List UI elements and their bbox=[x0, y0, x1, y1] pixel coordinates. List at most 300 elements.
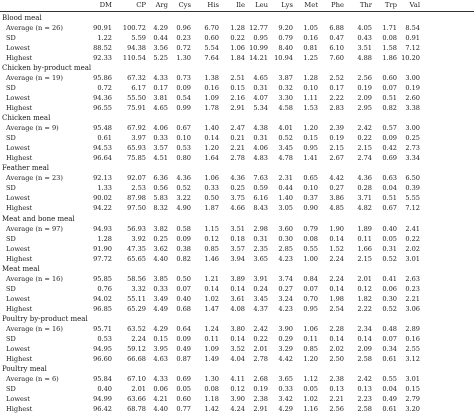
table-cell: 0.60 bbox=[176, 395, 191, 404]
table-cell: 65.29 bbox=[127, 304, 146, 313]
table-cell: 3.06 bbox=[405, 304, 420, 313]
table-cell: 95.85 bbox=[93, 274, 112, 283]
table-cell: 0.15 bbox=[153, 335, 168, 344]
table-cell: 0.51 bbox=[382, 93, 397, 102]
row-label: Lowest bbox=[6, 395, 30, 404]
table-cell: 0.65 bbox=[303, 174, 318, 183]
table-cell: 1.20 bbox=[204, 144, 219, 153]
table-cell: 2.51 bbox=[230, 73, 245, 82]
table-cell: 1.18 bbox=[204, 395, 219, 404]
table-cell: 5.83 bbox=[153, 194, 168, 203]
table-cell: 3.60 bbox=[278, 224, 293, 233]
table-cell: 4.07 bbox=[253, 93, 268, 102]
table-cell: 2.85 bbox=[278, 244, 293, 253]
table-cell: 1.12 bbox=[303, 375, 318, 384]
table-cell: 0.32 bbox=[278, 83, 293, 92]
table-cell: 0.56 bbox=[153, 184, 168, 193]
table-cell: 94.93 bbox=[93, 224, 112, 233]
table-cell: 1.28 bbox=[303, 73, 318, 82]
table-cell: 0.61 bbox=[97, 134, 112, 143]
table-cell: 2.09 bbox=[357, 93, 372, 102]
table-cell: 0.90 bbox=[303, 204, 318, 213]
table-cell: 3.95 bbox=[153, 345, 168, 354]
table-cell: 3.52 bbox=[230, 345, 245, 354]
table-cell: 1.28 bbox=[230, 23, 245, 32]
row-label: Lowest bbox=[6, 244, 30, 253]
table-cell: 4.21 bbox=[153, 395, 168, 404]
table-row bbox=[0, 404, 474, 415]
table-cell: 0.69 bbox=[382, 154, 397, 163]
table-cell: 0.19 bbox=[357, 83, 372, 92]
column-header: CP bbox=[136, 0, 146, 9]
row-label: SD bbox=[6, 184, 16, 193]
table-cell: 0.33 bbox=[278, 385, 293, 394]
table-cell: 2.21 bbox=[230, 144, 245, 153]
table-cell: 3.90 bbox=[278, 325, 293, 334]
table-cell: 4.65 bbox=[253, 73, 268, 82]
table-cell: 4.83 bbox=[253, 154, 268, 163]
table-cell: 75.85 bbox=[127, 154, 146, 163]
table-cell: 2.55 bbox=[405, 345, 420, 354]
table-cell: 0.05 bbox=[176, 385, 191, 394]
table-cell: 1.33 bbox=[97, 184, 112, 193]
table-cell: 0.28 bbox=[357, 184, 372, 193]
table-cell: 0.16 bbox=[204, 83, 219, 92]
table-cell: 0.38 bbox=[176, 244, 191, 253]
table-cell: 1.30 bbox=[204, 375, 219, 384]
table-cell: 0.91 bbox=[405, 33, 420, 42]
table-cell: 4.38 bbox=[253, 124, 268, 133]
table-cell: 0.08 bbox=[303, 234, 318, 243]
column-header: Arg bbox=[155, 0, 168, 9]
table-cell: 2.09 bbox=[357, 345, 372, 354]
table-cell: 2.28 bbox=[329, 325, 344, 334]
table-cell: 0.81 bbox=[303, 43, 318, 52]
table-cell: 0.12 bbox=[357, 284, 372, 293]
table-cell: 2.56 bbox=[357, 73, 372, 82]
table-cell: 2.68 bbox=[253, 375, 268, 384]
row-label: Highest bbox=[6, 254, 33, 263]
table-cell: 5.55 bbox=[405, 194, 420, 203]
table-cell: 2.95 bbox=[357, 103, 372, 112]
table-cell: 4.23 bbox=[278, 304, 293, 313]
table-cell: 0.04 bbox=[382, 385, 397, 394]
table-cell: 94.36 bbox=[93, 93, 112, 102]
table-cell: 97.72 bbox=[93, 254, 112, 263]
table-cell: 2.24 bbox=[329, 254, 344, 263]
table-cell: 1.28 bbox=[97, 234, 112, 243]
table-cell: 4.04 bbox=[230, 355, 245, 364]
table-cell: 0.80 bbox=[176, 154, 191, 163]
table-cell: 2.42 bbox=[357, 124, 372, 133]
table-cell: 2.34 bbox=[357, 325, 372, 334]
table-cell: 4.33 bbox=[153, 375, 168, 384]
table-cell: 0.33 bbox=[153, 284, 168, 293]
table-cell: 94.53 bbox=[93, 144, 112, 153]
table-cell: 2.58 bbox=[357, 355, 372, 364]
table-cell: 0.55 bbox=[382, 375, 397, 384]
table-cell: 6.88 bbox=[329, 23, 344, 32]
table-cell: 4.82 bbox=[357, 204, 372, 213]
table-cell: 90.91 bbox=[93, 23, 112, 32]
table-cell: 3.57 bbox=[153, 144, 168, 153]
table-cell: 96.42 bbox=[93, 405, 112, 414]
table-cell: 2.42 bbox=[357, 375, 372, 384]
table-cell: 47.35 bbox=[127, 244, 146, 253]
group-label: Poultry by-product meal bbox=[2, 315, 88, 323]
row-label: Lowest bbox=[6, 43, 30, 52]
table-cell: 0.40 bbox=[97, 385, 112, 394]
table-cell: 3.51 bbox=[230, 224, 245, 233]
table-cell: 0.44 bbox=[278, 184, 293, 193]
table-cell: 0.72 bbox=[97, 83, 112, 92]
table-cell: 3.85 bbox=[153, 274, 168, 283]
table-cell: 100.72 bbox=[122, 23, 146, 32]
table-cell: 95.84 bbox=[93, 375, 112, 384]
table-cell: 0.14 bbox=[329, 284, 344, 293]
table-cell: 2.47 bbox=[230, 124, 245, 133]
column-header: DM bbox=[99, 0, 112, 9]
table-cell: 0.10 bbox=[303, 83, 318, 92]
table-cell: 0.11 bbox=[303, 335, 318, 344]
table-cell: 7.12 bbox=[405, 204, 420, 213]
table-cell: 0.14 bbox=[329, 234, 344, 243]
table-cell: 3.62 bbox=[153, 244, 168, 253]
table-cell: 3.24 bbox=[278, 294, 293, 303]
table-cell: 88.52 bbox=[93, 43, 112, 52]
table-cell: 4.23 bbox=[278, 254, 293, 263]
row-label: Highest bbox=[6, 53, 33, 62]
table-cell: 0.12 bbox=[230, 385, 245, 394]
table-cell: 0.12 bbox=[204, 234, 219, 243]
table-cell: 3.49 bbox=[153, 294, 168, 303]
table-cell: 1.06 bbox=[204, 174, 219, 183]
table-cell: 0.23 bbox=[405, 284, 420, 293]
table-cell: 0.43 bbox=[357, 33, 372, 42]
table-cell: 1.78 bbox=[204, 103, 219, 112]
table-cell: 2.22 bbox=[329, 93, 344, 102]
table-cell: 0.95 bbox=[303, 144, 318, 153]
table-cell: 3.75 bbox=[230, 194, 245, 203]
table-cell: 0.09 bbox=[382, 134, 397, 143]
table-cell: 2.56 bbox=[329, 405, 344, 414]
row-label: Highest bbox=[6, 103, 33, 112]
table-cell: 0.11 bbox=[204, 335, 219, 344]
table-cell: 1.53 bbox=[303, 103, 318, 112]
table-cell: 5.34 bbox=[253, 103, 268, 112]
table-cell: 1.58 bbox=[382, 43, 397, 52]
table-cell: 0.49 bbox=[176, 345, 191, 354]
table-cell: 0.52 bbox=[176, 184, 191, 193]
table-cell: 0.63 bbox=[382, 174, 397, 183]
table-cell: 5.59 bbox=[131, 33, 146, 42]
table-cell: 4.36 bbox=[176, 174, 191, 183]
table-cell: 3.51 bbox=[357, 43, 372, 52]
row-label: Average (n = 23) bbox=[6, 174, 63, 183]
table-cell: 2.54 bbox=[329, 304, 344, 313]
table-cell: 1.09 bbox=[204, 345, 219, 354]
table-cell: 3.45 bbox=[253, 294, 268, 303]
table-cell: 4.49 bbox=[153, 304, 168, 313]
group-label: Chicken by-product meal bbox=[2, 63, 92, 72]
table-cell: 0.14 bbox=[230, 284, 245, 293]
table-cell: 0.52 bbox=[278, 134, 293, 143]
table-cell: 0.07 bbox=[382, 83, 397, 92]
table-cell: 96.64 bbox=[93, 154, 112, 163]
table-cell: 0.60 bbox=[382, 73, 397, 82]
table-cell: 2.15 bbox=[357, 144, 372, 153]
table-cell: 0.47 bbox=[329, 33, 344, 42]
table-cell: 5.25 bbox=[153, 53, 168, 62]
table-cell: 0.07 bbox=[382, 335, 397, 344]
table-cell: 75.91 bbox=[127, 103, 146, 112]
table-cell: 3.42 bbox=[278, 395, 293, 404]
table-cell: 2.74 bbox=[357, 154, 372, 163]
table-cell: 0.19 bbox=[405, 83, 420, 92]
table-cell: 90.02 bbox=[93, 194, 112, 203]
table-cell: 0.09 bbox=[176, 234, 191, 243]
row-label: Highest bbox=[6, 405, 33, 414]
row-label: Lowest bbox=[6, 345, 30, 354]
table-cell: 1.05 bbox=[303, 23, 318, 32]
table-cell: 3.05 bbox=[278, 204, 293, 213]
column-header: Leu bbox=[255, 0, 268, 9]
table-cell: 3.91 bbox=[253, 274, 268, 283]
table-cell: 2.21 bbox=[405, 294, 420, 303]
table-cell: 0.67 bbox=[382, 204, 397, 213]
row-label: Average (n = 16) bbox=[6, 274, 63, 283]
table-cell: 1.82 bbox=[357, 294, 372, 303]
table-cell: 4.36 bbox=[230, 174, 245, 183]
table-cell: 7.63 bbox=[253, 174, 268, 183]
table-cell: 2.58 bbox=[357, 405, 372, 414]
table-cell: 6.16 bbox=[253, 194, 268, 203]
table-cell: 2.01 bbox=[253, 345, 268, 354]
column-header: Phe bbox=[331, 0, 344, 9]
row-label: Average (n = 97) bbox=[6, 224, 63, 233]
table-cell: 3.30 bbox=[278, 93, 293, 102]
table-cell: 2.01 bbox=[357, 274, 372, 283]
table-cell: 1.47 bbox=[204, 304, 219, 313]
table-cell: 92.13 bbox=[93, 174, 112, 183]
column-header: Thr bbox=[359, 0, 372, 9]
table-cell: 0.96 bbox=[176, 23, 191, 32]
table-cell: 1.21 bbox=[204, 274, 219, 283]
table-cell: 3.74 bbox=[278, 274, 293, 283]
table-cell: 2.91 bbox=[230, 103, 245, 112]
table-cell: 0.77 bbox=[176, 405, 191, 414]
table-cell: 3.12 bbox=[405, 355, 420, 364]
row-label: Highest bbox=[6, 204, 33, 213]
table-cell: 4.78 bbox=[278, 154, 293, 163]
table-cell: 1.25 bbox=[303, 53, 318, 62]
table-cell: 0.53 bbox=[176, 144, 191, 153]
table-cell: 0.30 bbox=[382, 294, 397, 303]
table-cell: 10.99 bbox=[249, 43, 268, 52]
table-cell: 2.38 bbox=[329, 375, 344, 384]
table-cell: 0.59 bbox=[253, 184, 268, 193]
table-cell: 4.01 bbox=[278, 124, 293, 133]
column-header: His bbox=[207, 0, 219, 9]
table-cell: 1.90 bbox=[329, 224, 344, 233]
table-cell: 0.25 bbox=[230, 184, 245, 193]
table-cell: 2.01 bbox=[131, 385, 146, 394]
table-cell: 92.33 bbox=[93, 53, 112, 62]
table-cell: 0.07 bbox=[176, 284, 191, 293]
table-cell: 0.52 bbox=[382, 254, 397, 263]
table-cell: 2.79 bbox=[405, 395, 420, 404]
table-cell: 0.10 bbox=[176, 134, 191, 143]
table-cell: 3.34 bbox=[405, 154, 420, 163]
table-cell: 0.85 bbox=[303, 345, 318, 354]
table-cell: 3.56 bbox=[153, 43, 168, 52]
table-cell: 95.86 bbox=[93, 73, 112, 82]
table-cell: 4.51 bbox=[153, 154, 168, 163]
table-cell: 4.66 bbox=[230, 204, 245, 213]
table-cell: 0.61 bbox=[382, 405, 397, 414]
table-cell: 1.20 bbox=[303, 355, 318, 364]
table-cell: 3.65 bbox=[278, 375, 293, 384]
table-cell: 0.30 bbox=[278, 234, 293, 243]
table-cell: 2.52 bbox=[329, 73, 344, 82]
table-cell: 2.21 bbox=[329, 395, 344, 404]
header-row bbox=[0, 0, 474, 11]
table-cell: 0.82 bbox=[382, 103, 397, 112]
table-cell: 0.69 bbox=[176, 375, 191, 384]
table-cell: 68.78 bbox=[127, 405, 146, 414]
table-cell: 4.42 bbox=[329, 174, 344, 183]
table-cell: 3.97 bbox=[131, 134, 146, 143]
table-cell: 67.10 bbox=[127, 375, 146, 384]
table-cell: 0.31 bbox=[253, 83, 268, 92]
table-cell: 0.14 bbox=[204, 134, 219, 143]
table-cell: 94.02 bbox=[93, 294, 112, 303]
row-label: SD bbox=[6, 134, 16, 143]
table-cell: 3.22 bbox=[176, 194, 191, 203]
table-cell: 67.32 bbox=[127, 73, 146, 82]
table-cell: 0.39 bbox=[405, 184, 420, 193]
table-cell: 0.79 bbox=[278, 33, 293, 42]
table-cell: 1.52 bbox=[329, 244, 344, 253]
table-cell: 14.21 bbox=[249, 53, 268, 62]
table-cell: 63.66 bbox=[127, 395, 146, 404]
table-cell: 3.00 bbox=[405, 73, 420, 82]
table-cell: 96.55 bbox=[93, 103, 112, 112]
table-cell: 59.12 bbox=[127, 345, 146, 354]
column-header: Lys bbox=[281, 0, 293, 9]
table-cell: 0.19 bbox=[253, 385, 268, 394]
table-cell: 0.24 bbox=[253, 284, 268, 293]
table-cell: 0.11 bbox=[357, 234, 372, 243]
table-cell: 4.06 bbox=[253, 144, 268, 153]
table-cell: 3.00 bbox=[405, 124, 420, 133]
table-cell: 2.78 bbox=[230, 154, 245, 163]
table-cell: 0.99 bbox=[176, 103, 191, 112]
table-cell: 0.40 bbox=[382, 224, 397, 233]
table-cell: 1.20 bbox=[303, 124, 318, 133]
table-cell: 1.38 bbox=[204, 73, 219, 82]
table-cell: 4.29 bbox=[153, 23, 168, 32]
table-cell: 3.32 bbox=[131, 284, 146, 293]
table-cell: 12.77 bbox=[249, 23, 268, 32]
table-cell: 0.54 bbox=[176, 93, 191, 102]
table-cell: 8.54 bbox=[405, 23, 420, 32]
table-cell: 1.15 bbox=[204, 224, 219, 233]
table-cell: 92.07 bbox=[127, 174, 146, 183]
table-cell: 3.61 bbox=[230, 294, 245, 303]
table-cell: 0.17 bbox=[153, 83, 168, 92]
table-cell: 0.21 bbox=[230, 134, 245, 143]
table-cell: 0.05 bbox=[382, 234, 397, 243]
table-cell: 0.33 bbox=[153, 134, 168, 143]
row-label: Average (n = 16) bbox=[6, 325, 63, 334]
table-cell: 10.20 bbox=[401, 53, 420, 62]
table-cell: 0.61 bbox=[382, 355, 397, 364]
table-cell: 1.89 bbox=[357, 224, 372, 233]
row-label: SD bbox=[6, 83, 16, 92]
table-cell: 3.82 bbox=[153, 224, 168, 233]
table-cell: 1.16 bbox=[303, 405, 318, 414]
table-cell: 0.57 bbox=[382, 124, 397, 133]
row-label: SD bbox=[6, 385, 16, 394]
table-cell: 3.57 bbox=[230, 244, 245, 253]
table-cell: 4.58 bbox=[278, 103, 293, 112]
row-label: Average (n = 9) bbox=[6, 124, 59, 133]
row-label: Lowest bbox=[6, 194, 30, 203]
table-cell: 0.95 bbox=[303, 304, 318, 313]
table-cell: 110.54 bbox=[122, 53, 146, 62]
table-cell: 0.72 bbox=[176, 43, 191, 52]
table-cell: 0.25 bbox=[405, 134, 420, 143]
group-label: Chicken meal bbox=[2, 114, 51, 122]
table-cell: 91.90 bbox=[93, 244, 112, 253]
table-cell: 3.45 bbox=[278, 144, 293, 153]
table-cell: 6.10 bbox=[329, 43, 344, 52]
table-cell: 96.85 bbox=[93, 304, 112, 313]
table-cell: 6.70 bbox=[204, 23, 219, 32]
table-cell: 58.56 bbox=[127, 274, 146, 283]
table-cell: 8.40 bbox=[278, 43, 293, 52]
row-label: Highest bbox=[6, 154, 33, 163]
table-cell: 3.86 bbox=[329, 194, 344, 203]
table-cell: 0.58 bbox=[176, 224, 191, 233]
table-cell: 97.50 bbox=[127, 204, 146, 213]
table-cell: 0.13 bbox=[329, 385, 344, 394]
table-cell: 0.52 bbox=[382, 304, 397, 313]
table-cell: 0.17 bbox=[329, 83, 344, 92]
table-cell: 1.02 bbox=[303, 395, 318, 404]
table-cell: 0.04 bbox=[382, 184, 397, 193]
table-cell: 0.09 bbox=[176, 335, 191, 344]
table-cell: 2.98 bbox=[253, 224, 268, 233]
table-cell: 0.82 bbox=[176, 254, 191, 263]
table-cell: 1.49 bbox=[204, 355, 219, 364]
table-cell: 1.46 bbox=[204, 254, 219, 263]
row-label: Lowest bbox=[6, 294, 30, 303]
table-cell: 4.36 bbox=[357, 174, 372, 183]
table-cell: 2.38 bbox=[253, 395, 268, 404]
table-cell: 6.50 bbox=[405, 174, 420, 183]
table-cell: 1.87 bbox=[204, 204, 219, 213]
table-cell: 2.39 bbox=[329, 124, 344, 133]
table-cell: 1.66 bbox=[357, 244, 372, 253]
table-cell: 4.33 bbox=[153, 73, 168, 82]
table-cell: 0.06 bbox=[153, 385, 168, 394]
table-cell: 0.05 bbox=[303, 385, 318, 394]
table-cell: 0.13 bbox=[357, 385, 372, 394]
table-cell: 0.33 bbox=[204, 184, 219, 193]
table-cell: 0.16 bbox=[303, 33, 318, 42]
